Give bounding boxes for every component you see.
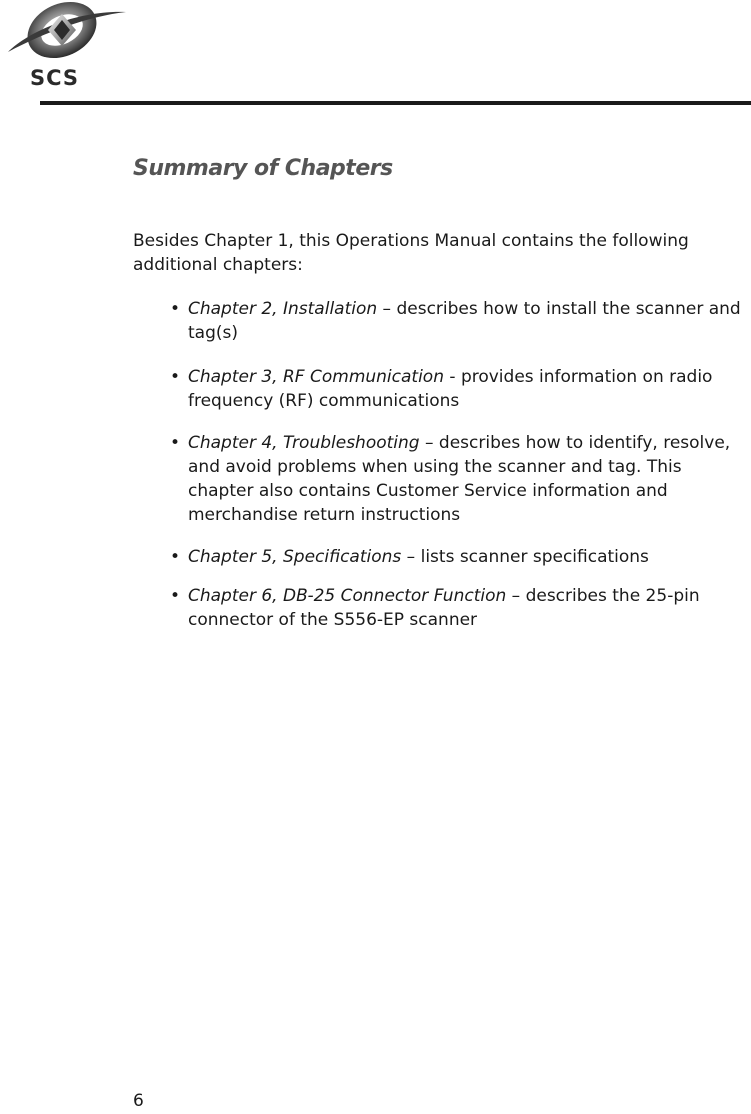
chapter-description: describes how to install the scanner and tag(s) bbox=[188, 299, 741, 343]
list-item: • Chapter 3, RF Communication - provides information on radio frequency (RF) communications bbox=[170, 367, 713, 411]
list-item: • Chapter 6, DB-25 Connector Function – describes the 25-pin connector of the S556-EP scanner bbox=[170, 586, 700, 630]
intro-paragraph: Besides Chapter 1, this Operations Manual contains the following additional chapters: bbox=[133, 231, 689, 275]
list-item: • Chapter 2, Installation – describes how to install the scanner and tag(s) bbox=[170, 299, 741, 343]
chapter-title: Chapter 5, Specifications bbox=[188, 547, 402, 567]
chapter-description: lists scanner specifications bbox=[420, 547, 649, 567]
bullet-icon: • bbox=[170, 586, 181, 606]
chapter-title: Chapter 2, Installation bbox=[188, 299, 378, 319]
header-rule bbox=[40, 101, 751, 105]
scs-logo-icon bbox=[0, 0, 130, 90]
page-number: 6 bbox=[133, 1091, 144, 1111]
chapter-title: Chapter 4, Troubleshooting bbox=[188, 433, 420, 453]
chapter-description: describes how to identify, resolve, and avoid problems when using the scanner and tag. This chapter also contains Customer Service information and merchandise return instructions bbox=[188, 433, 731, 525]
chapter-description: provides information on radio frequency (RF) communications bbox=[188, 367, 713, 411]
svg-text:SCS: SCS bbox=[30, 66, 80, 90]
list-item: • Chapter 5, Specifications – lists scanner specifications bbox=[170, 547, 649, 567]
bullet-icon: • bbox=[170, 367, 181, 387]
scs-logo bbox=[0, 0, 130, 90]
section-heading: Summary of Chapters bbox=[133, 156, 393, 181]
chapter-title: Chapter 6, DB-25 Connector Function bbox=[188, 586, 507, 606]
list-item: • Chapter 4, Troubleshooting – describes how to identify, resolve, and avoid problems when using the scanner and tag. This chapter also contains Customer Service information and merchandise return instructions bbox=[170, 433, 731, 525]
bullet-icon: • bbox=[170, 433, 181, 453]
bullet-icon: • bbox=[170, 299, 181, 319]
chapter-description: describes the 25-pin connector of the S556-EP scanner bbox=[188, 586, 700, 630]
chapter-title: Chapter 3, RF Communication bbox=[188, 367, 444, 387]
bullet-icon: • bbox=[170, 547, 181, 567]
